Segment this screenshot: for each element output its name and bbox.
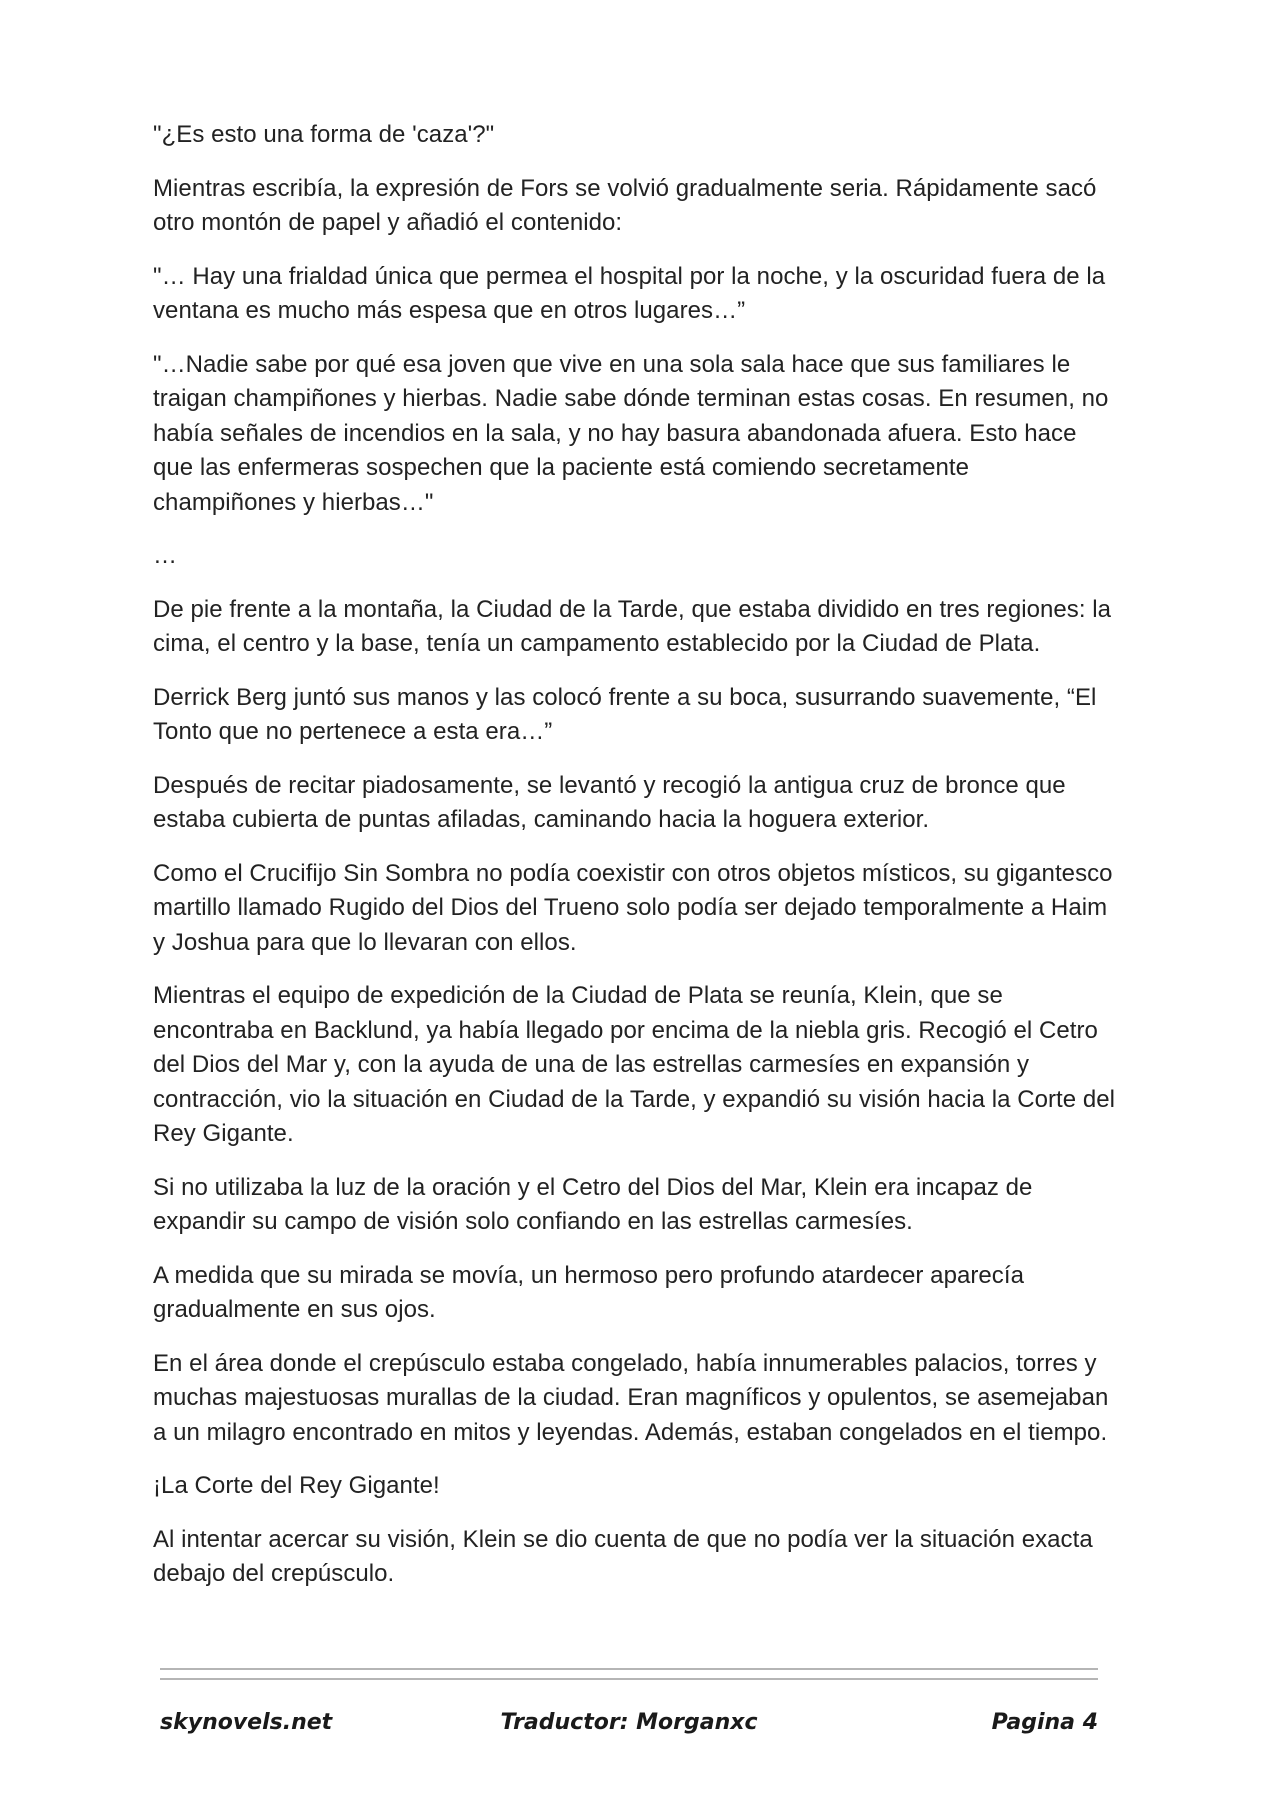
paragraph-12: A medida que su mirada se movía, un hermoso pero profundo atardecer aparecía gradualmente en sus ojos. <box>153 1261 1024 1323</box>
footer-translator: Traductor: Morganxc <box>500 1710 758 1735</box>
paragraph-3: "… Hay una frialdad única que permea el hospital por la noche, y la oscuridad fuera de la ventana es mucho más espesa que en otros lugares…” <box>153 262 1106 324</box>
paragraph-9: Como el Crucifijo Sin Sombra no podía coexistir con otros objetos místicos, su gigantesco martillo llamado Rugido del Dios del Trueno solo podía ser dejado temporalmente a Haim y Joshua para que lo llevaran con ellos. <box>153 859 1113 956</box>
paragraph-6: De pie frente a la montaña, la Ciudad de la Tarde, que estaba dividido en tres regiones: la cima, el centro y la base, tenía un campamento establecido por la Ciudad de Plata. <box>153 595 1112 657</box>
footer-divider <box>160 1668 1098 1680</box>
page-footer <box>160 1710 1098 1746</box>
footer-site: skynovels.net <box>160 1710 333 1735</box>
paragraph-7: Derrick Berg juntó sus manos y las colocó frente a su boca, susurrando suavemente, “El Tonto que no pertenece a esta era…” <box>153 683 1097 745</box>
paragraph-4: "…Nadie sabe por qué esa joven que vive en una sola sala hace que sus familiares le traigan champiñones y hierbas. Nadie sabe dónde terminan estas cosas. En resumen, no había señales de incendios en la sala, y no hay basura abandonada afuera. Esto hace que las enfermeras sospechen que la paciente está comiendo secretamente champiñones y hierbas…" <box>153 350 1109 516</box>
paragraph-10: Mientras el equipo de expedición de la Ciudad de Plata se reunía, Klein, que se encontraba en Backlund, ya había llegado por encima de la niebla gris. Recogió el Cetro del Dios del Mar y, con la ayuda de una de las estrellas carmesíes en expansión y contracción, vio la situación en Ciudad de la Tarde, y expandió su visión hacia la Corte del Rey Gigante. <box>153 982 1116 1147</box>
footer-rule-top <box>160 1668 1098 1670</box>
paragraph-15: Al intentar acercar su visión, Klein se dio cuenta de que no podía ver la situación exacta debajo del crepúsculo. <box>153 1525 1093 1587</box>
scene-break: … <box>153 542 178 569</box>
paragraph-8: Después de recitar piadosamente, se levantó y recogió la antigua cruz de bronce que estaba cubierta de puntas afiladas, caminando hacia la hoguera exterior. <box>153 771 1066 833</box>
page-body <box>153 118 1118 1611</box>
paragraph-13: En el área donde el crepúsculo estaba congelado, había innumerables palacios, torres y muchas majestuosas murallas de la ciudad. Eran magníficos y opulentos, se asemejaban a un milagro encontrado en mitos y leyendas. Además, estaban congelados en el tiempo. <box>153 1349 1109 1446</box>
paragraph-2: Mientras escribía, la expresión de Fors se volvió gradualmente seria. Rápidamente sacó otro montón de papel y añadió el contenido: <box>153 174 1097 236</box>
footer-rule-bottom <box>160 1678 1098 1680</box>
paragraph-1: "¿Es esto una forma de 'caza'?" <box>153 121 495 148</box>
footer-page-number: Pagina 4 <box>991 1710 1098 1735</box>
paragraph-11: Si no utilizaba la luz de la oración y el Cetro del Dios del Mar, Klein era incapaz de expandir su campo de visión solo confiando en las estrellas carmesíes. <box>153 1173 1033 1235</box>
paragraph-14: ¡La Corte del Rey Gigante! <box>153 1472 440 1499</box>
